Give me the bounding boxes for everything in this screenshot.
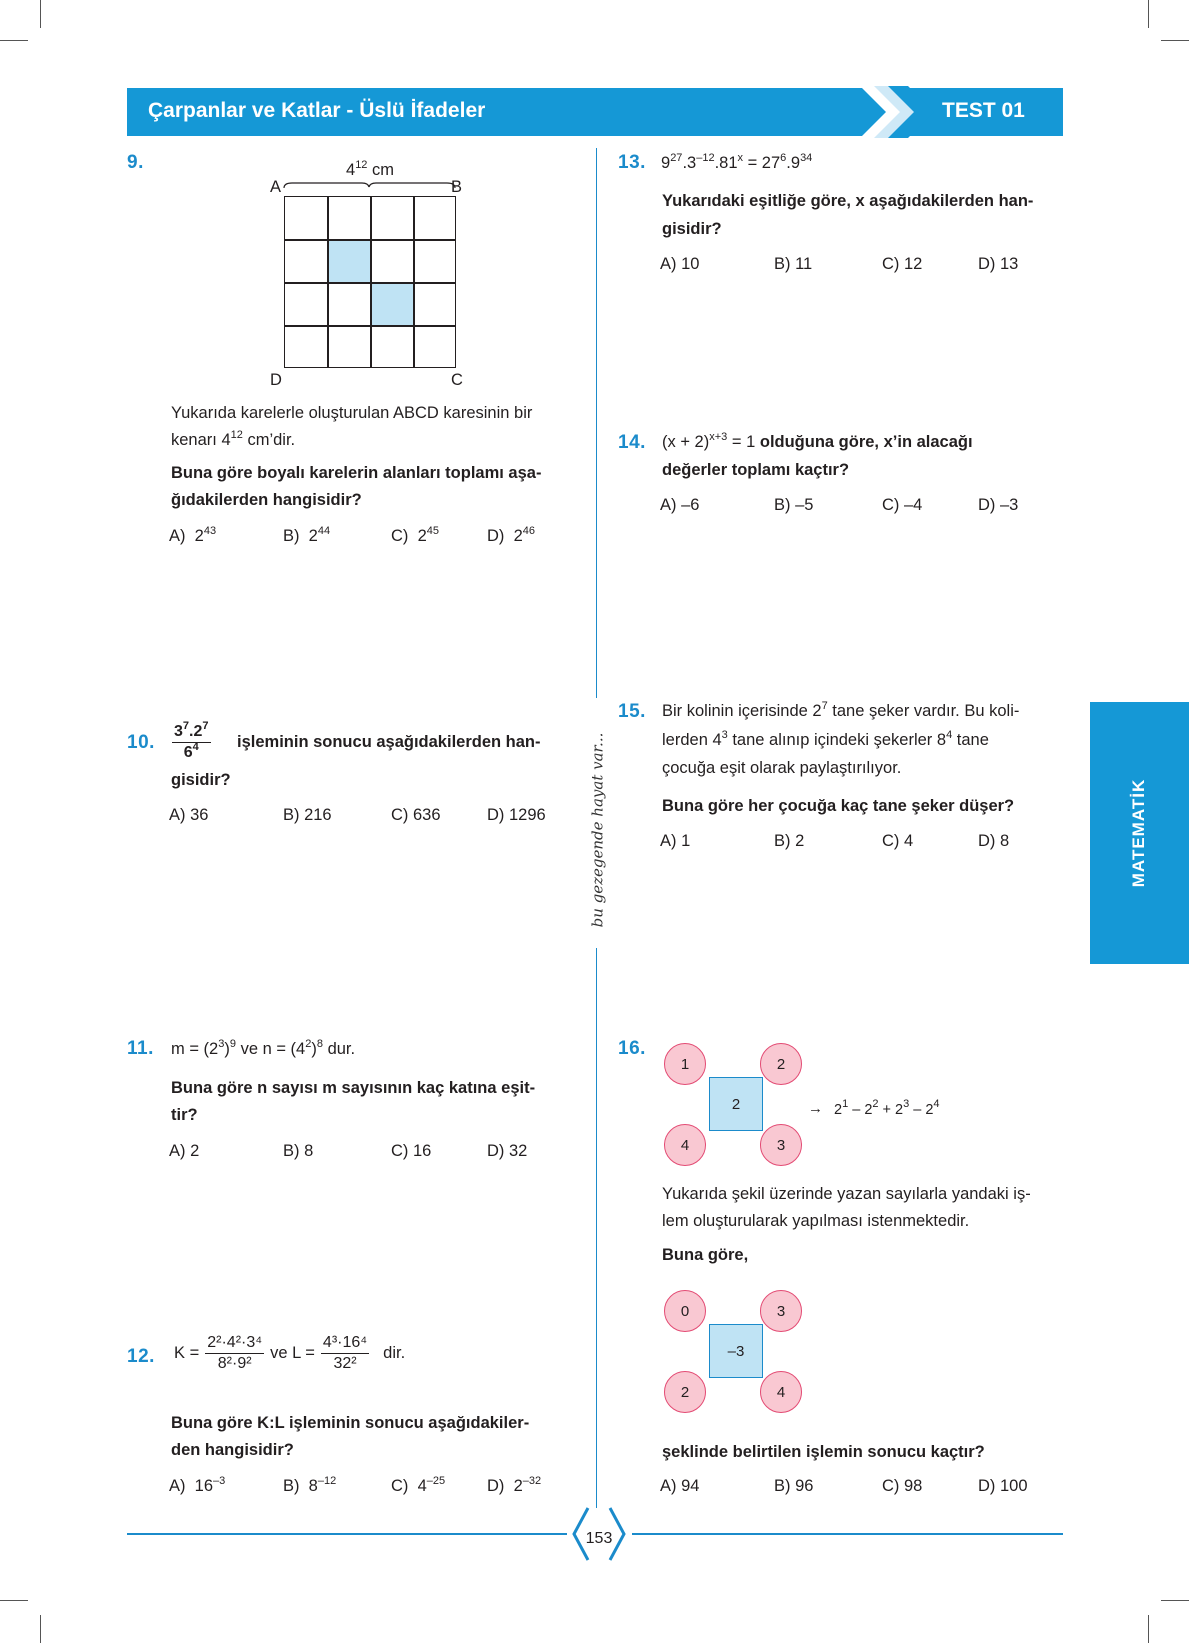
q16-fig2-circle-tl: 0 [664, 1290, 706, 1332]
q14-option-c[interactable]: C) –4 [882, 496, 923, 514]
q11-option-d[interactable]: D) 32 [487, 1142, 528, 1160]
q10-option-d[interactable]: D) 1296 [487, 806, 546, 824]
q16-fig1-circle-br: 3 [760, 1124, 802, 1166]
q12-k-denominator: 8²·9² [217, 1355, 252, 1372]
q9-dimension-line [282, 180, 457, 196]
q16-text-line2: lem oluşturularak yapılması istenmektedir. [662, 1212, 970, 1230]
header-title: Çarpanlar ve Katlar - Üslü İfadeler [148, 99, 486, 122]
q15-question-line1: Buna göre her çocuğa kaç tane şeker düşer? [662, 797, 1015, 815]
crop-mark [1161, 40, 1189, 41]
crop-mark [40, 1615, 41, 1643]
crop-mark [0, 1600, 28, 1601]
q12-k-numerator: 2²·4²·3⁴ [205, 1333, 264, 1354]
q13-question-line2: gisidir? [662, 220, 722, 238]
q13-option-a[interactable]: A) 10 [660, 255, 700, 273]
q16-fig1-center: 2 [709, 1077, 763, 1131]
q14-statement: $(x + 2)^{x+3} = 1$ olduğuna göre, x’in alacağı [662, 431, 973, 451]
q9-question-line2: ğıdakilerden hangisidir? [171, 491, 362, 509]
q16-option-b[interactable]: B) 96 [774, 1477, 814, 1495]
q14-option-d[interactable]: D) –3 [978, 496, 1019, 514]
question-number-13: 13. [618, 152, 646, 173]
crop-mark [0, 40, 28, 41]
q16-fig1-circle-bl: 4 [664, 1124, 706, 1166]
q9-option-d[interactable]: D) $2^{46}$ [487, 525, 536, 545]
q13-option-d[interactable]: D) 13 [978, 255, 1019, 273]
q16-fig1-circle-tr: 2 [760, 1043, 802, 1085]
q10-option-c[interactable]: C) 636 [391, 806, 441, 824]
q12-l-label: ve L = [270, 1344, 315, 1362]
q12-l-denominator: 32² [333, 1355, 357, 1372]
test-label: TEST 01 [942, 99, 1025, 122]
q16-fig2-circle-bl: 2 [664, 1371, 706, 1413]
question-number-15: 15. [618, 701, 646, 722]
question-number-16: 16. [618, 1038, 646, 1059]
q9-text-line2: kenarı $4^{12}$ cm’dir. [171, 429, 296, 449]
q9-dimension-label: $4^{12}$ cm [346, 159, 395, 179]
chevron-arrows-icon [860, 86, 940, 138]
q10-fraction: $\frac{3^7.2^7}{6^4}$ [174, 720, 209, 761]
q15-text-line1: Bir kolinin içerisinde $2^7$ tane şeker vardır. Bu koli- [662, 700, 1020, 720]
q10-question-line2: gisidir? [171, 771, 231, 789]
subject-label: MATEMATİK [1129, 778, 1149, 888]
q15-text-line2: lerden $4^3$ tane alınıp içindeki şekerler $8^4$ tane [662, 729, 989, 749]
q10-question-line1: işleminin sonucu aşağıdakilerden han- [237, 733, 541, 751]
q16-figure-question [664, 1290, 810, 1438]
q13-question-line1: Yukarıdaki eşitliğe göre, x aşağıdakilerden han- [662, 192, 1034, 210]
q12-statement [174, 1333, 405, 1374]
q13-equation: $9^{27}.3^{-12}.81^x = 27^6.9^{34}$ [661, 152, 813, 172]
column-divider [596, 948, 597, 1508]
footer-rule-right [632, 1533, 1063, 1535]
q13-option-b[interactable]: B) 11 [774, 255, 813, 273]
q9-question-line1: Buna göre boyalı karelerin alanları toplamı aşa- [171, 464, 542, 482]
crop-mark [1148, 1615, 1149, 1643]
q16-question-line: şeklinde belirtilen işlemin sonucu kaçtır? [662, 1443, 985, 1461]
question-number-12: 12. [127, 1346, 155, 1367]
q9-vertex-c: C [451, 371, 463, 389]
q10-option-a[interactable]: A) 36 [169, 806, 209, 824]
crop-mark [40, 0, 41, 28]
q9-option-b[interactable]: B) $2^{44}$ [283, 525, 331, 545]
q12-option-a[interactable]: A) $16^{-3}$ [169, 1475, 226, 1495]
q12-question-line1: Buna göre K:L işleminin sonucu aşağıdakiler- [171, 1414, 530, 1432]
crop-mark [1161, 1600, 1189, 1601]
q12-option-d[interactable]: D) $2^{-32}$ [487, 1475, 542, 1495]
q15-text-line3: çocuğa eşit olarak paylaştırılıyor. [662, 759, 902, 777]
q16-question-intro: Buna göre, [662, 1246, 749, 1264]
q16-text-line1: Yukarıda şekil üzerinde yazan sayılarla yandaki iş- [662, 1185, 1031, 1203]
q9-option-a[interactable]: A) $2^{43}$ [169, 525, 217, 545]
q16-option-a[interactable]: A) 94 [660, 1477, 700, 1495]
q11-statement: $m = (2^3)^9$ ve $n = (4^2)^8$ dur. [171, 1038, 356, 1058]
question-number-9: 9. [127, 152, 144, 173]
q12-option-b[interactable]: B) $8^{-12}$ [283, 1475, 337, 1495]
q13-option-c[interactable]: C) 12 [882, 255, 923, 273]
q16-arrow-icon: → [808, 1100, 823, 1117]
page-number: 153 [585, 1530, 613, 1547]
q12-tail: dir. [383, 1344, 406, 1362]
q16-option-d[interactable]: D) 100 [978, 1477, 1028, 1495]
q15-option-a[interactable]: A) 1 [660, 832, 691, 850]
q9-text-line1: Yukarıda karelerle oluşturulan ABCD karesinin bir [171, 404, 533, 422]
q11-option-b[interactable]: B) 8 [283, 1142, 314, 1160]
crop-mark [1148, 0, 1149, 28]
question-number-14: 14. [618, 432, 646, 453]
q9-vertex-a: A [270, 178, 282, 196]
q16-fig1-circle-tl: 1 [664, 1043, 706, 1085]
q9-shaded-square [370, 282, 413, 325]
footer-rule-left [127, 1533, 567, 1535]
q16-fig2-center: –3 [709, 1324, 763, 1378]
q16-option-c[interactable]: C) 98 [882, 1477, 923, 1495]
question-number-11: 11. [127, 1038, 154, 1059]
column-divider [596, 148, 597, 698]
q11-question-line1: Buna göre n sayısı m sayısının kaç katına eşit- [171, 1079, 536, 1097]
q16-fig2-circle-tr: 3 [760, 1290, 802, 1332]
q11-option-a[interactable]: A) 2 [169, 1142, 200, 1160]
q16-fig2-circle-br: 4 [760, 1371, 802, 1413]
q16-expression: $2^1 - 2^2 + 2^3 - 2^4$ [834, 1098, 940, 1118]
q14-question-line2: değerler toplamı kaçtır? [662, 461, 850, 479]
q15-option-b[interactable]: B) 2 [774, 832, 805, 850]
q9-shaded-square [327, 239, 370, 282]
q16-figure-example [664, 1043, 810, 1191]
q12-option-c[interactable]: C) $4^{-25}$ [391, 1475, 446, 1495]
q11-question-line2: tir? [171, 1106, 198, 1124]
q14-option-a[interactable]: A) –6 [660, 496, 700, 514]
q12-l-numerator: 4³·16⁴ [321, 1333, 369, 1354]
q9-grid [284, 196, 456, 368]
q12-k-label: K = [174, 1344, 200, 1362]
q12-question-line2: den hangisidir? [171, 1441, 294, 1459]
q11-option-c[interactable]: C) 16 [391, 1142, 432, 1160]
question-number-10: 10. [127, 732, 155, 753]
q15-option-d[interactable]: D) 8 [978, 832, 1010, 850]
q14-option-b[interactable]: B) –5 [774, 496, 814, 514]
slogan: bu gezegende hayat var... [588, 732, 606, 928]
q10-option-b[interactable]: B) 216 [283, 806, 332, 824]
q15-option-c[interactable]: C) 4 [882, 832, 914, 850]
q9-vertex-b: B [451, 178, 463, 196]
q9-vertex-d: D [270, 371, 282, 389]
q9-option-c[interactable]: C) $2^{45}$ [391, 525, 440, 545]
